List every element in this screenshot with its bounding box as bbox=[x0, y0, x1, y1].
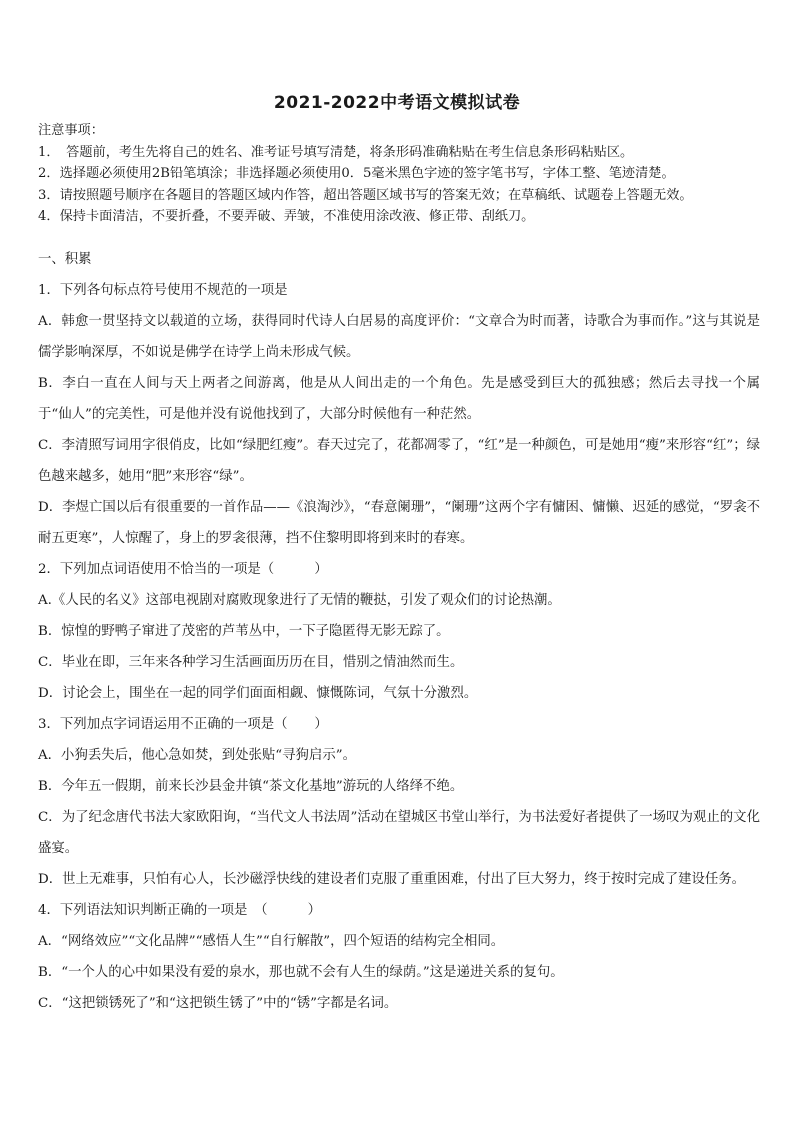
note-item: 2．选择题必须使用2B铅笔填涂；非选择题必须使用0．5毫米黑色字迹的签字笔书写，字体工整、笔迹清楚。 bbox=[38, 166, 675, 181]
question-option: D．讨论会上，围坐在一起的同学们面面相觑、慷慨陈词，气氛十分激烈。 bbox=[38, 685, 478, 701]
question-option: B．惊惶的野鸭子窜进了茂密的芦苇丛中，一下子隐匿得无影无踪了。 bbox=[38, 623, 450, 639]
question-stem: 1．下列各句标点符号使用不规范的一项是 bbox=[38, 282, 288, 298]
question-option: A．韩愈一贯坚持文以载道的立场，获得同时代诗人白居易的高度评价：“文章合为时而著，诗歌合为事而作。”这与其说是儒学影响深厚，不如说是佛学在诗学上尚未形成气候。 bbox=[38, 313, 760, 360]
question-option: A．小狗丢失后，他心急如焚，到处张贴“寻狗启示”。 bbox=[38, 747, 356, 763]
question-option: A．“网络效应”“文化品牌”“感悟人生”“自行解散”，四个短语的结构完全相同。 bbox=[38, 933, 505, 949]
question-option: B．李白一直在人间与天上两者之间游离，他是从人间出走的一个角色。先是感受到巨大的孤独感；然后去寻找一个属于“仙人”的完美性，可是他并没有说他找到了，大部分时候他有一种茫然。 bbox=[38, 375, 760, 422]
question-option: B．“一个人的心中如果没有爱的泉水，那也就不会有人生的绿荫。”这是递进关系的复句。 bbox=[38, 964, 564, 980]
note-item: 1． 答题前，考生先将自己的姓名、准考证号填写清楚，将条形码准确粘贴在考生信息条形码粘贴区。 bbox=[38, 144, 634, 160]
question-option: A.《人民的名义》这部电视剧对腐败现象进行了无情的鞭挞，引发了观众们的讨论热潮。 bbox=[38, 592, 561, 608]
note-item: 3．请按照题号顺序在各题目的答题区域内作答，超出答题区域书写的答案无效；在草稿纸、试题卷上答题无效。 bbox=[38, 187, 693, 203]
question-stem: 3．下列加点字词语运用不正确的一项是（ ） bbox=[38, 716, 328, 732]
document-body bbox=[38, 120, 760, 1019]
question-option: D．李煜亡国以后有很重要的一首作品——《浪淘沙》，“春意阑珊”，“阑珊”这两个字有慵困、慵懒、迟延的感觉，“罗衾不耐五更寒”，人惊醒了，身上的罗衾很薄，挡不住黎明即将到来时的春寒。 bbox=[38, 499, 760, 546]
notes-heading: 注意事项： bbox=[38, 123, 104, 138]
notes-block bbox=[38, 120, 760, 228]
question-option: C．为了纪念唐代书法大家欧阳询，“当代文人书法周”活动在望城区书堂山举行，为书法爱好者提供了一场叹为观止的文化盛宴。 bbox=[38, 809, 760, 856]
question-option: C．“这把锁锈死了”和“这把锁生锈了”中的“锈”字都是名词。 bbox=[38, 995, 398, 1011]
question-option: D．世上无难事，只怕有心人，长沙磁浮快线的建设者们克服了重重困难，付出了巨大努力，终于按时完成了建设任务。 bbox=[38, 871, 746, 887]
page-title: 2021-2022中考语文模拟试卷 bbox=[273, 93, 521, 113]
question-stem: 4．下列语法知识判断正确的一项是 （ ） bbox=[38, 902, 322, 918]
note-item: 4．保持卡面清洁，不要折叠，不要弄破、弄皱，不准使用涂改液、修正带、刮纸刀。 bbox=[38, 209, 535, 224]
question-option: B．今年五一假期，前来长沙县金井镇“茶文化基地”游玩的人络绎不绝。 bbox=[38, 778, 464, 794]
section-heading: 一、积累 bbox=[38, 251, 92, 267]
question-option: C．毕业在即，三年来各种学习生活画面历历在目，惜别之情油然而生。 bbox=[38, 654, 464, 670]
question-option: C．李清照写词用字很俏皮，比如“绿肥红瘦”。春天过完了，花都凋零了，“红”是一种颜色，可是她用“瘦”来形容“红”；绿色越来越多，她用“肥”来形容“绿”。 bbox=[38, 437, 760, 484]
question-stem: 2．下列加点词语使用不恰当的一项是（ ） bbox=[38, 561, 328, 577]
